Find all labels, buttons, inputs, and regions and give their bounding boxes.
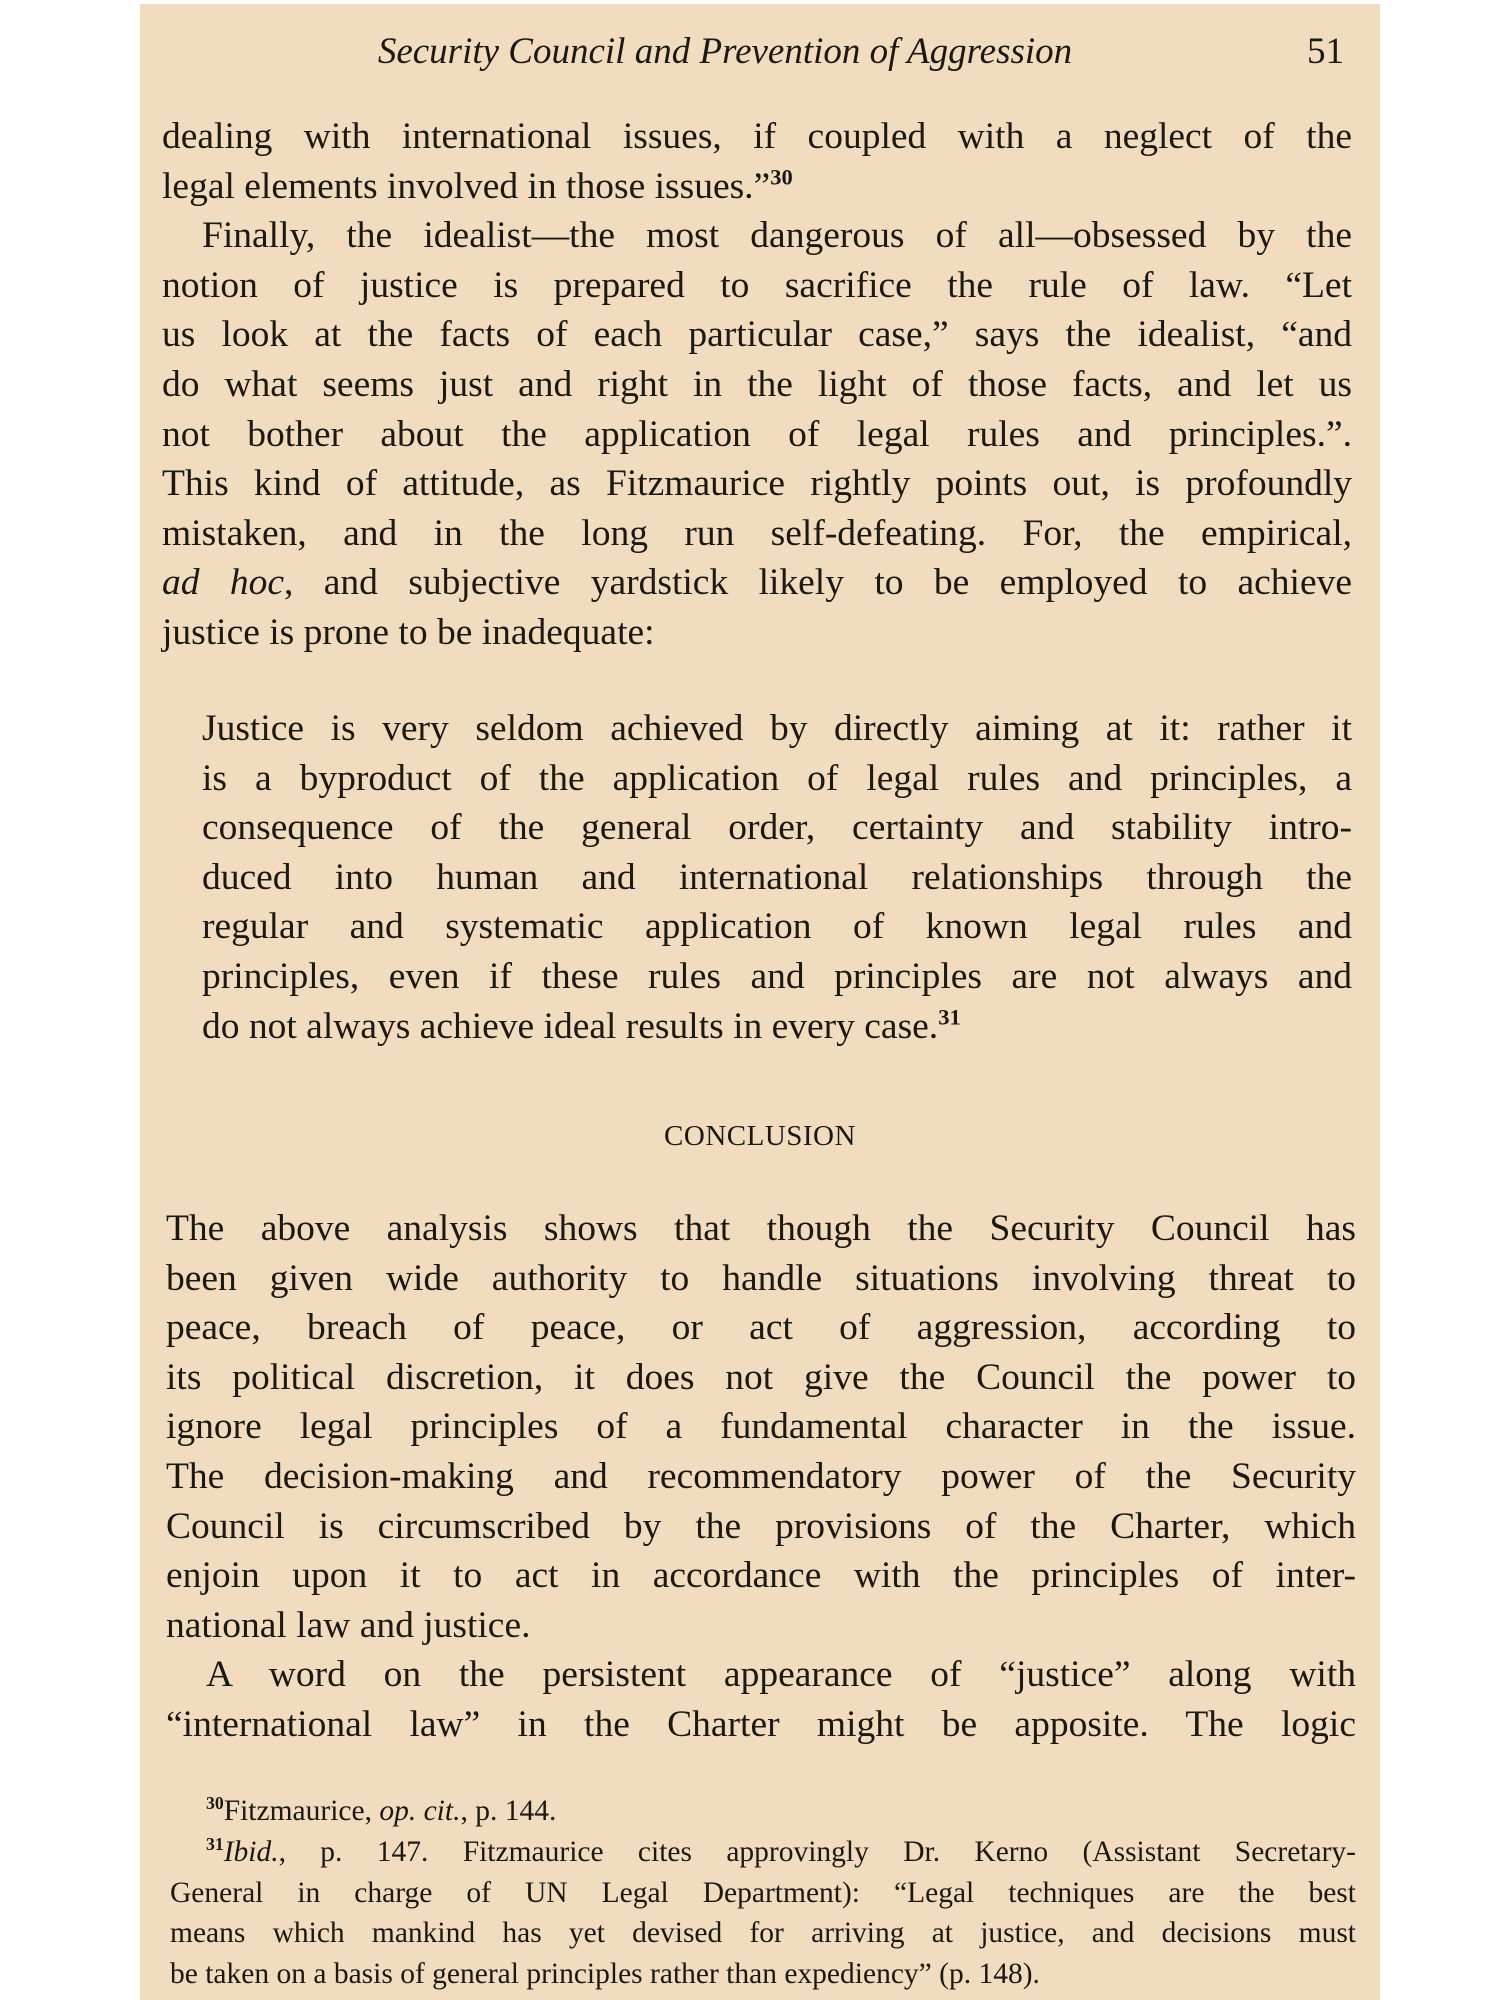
quote-line: Justice is very seldom achieved by directly aiming at it: rather it (202, 708, 1352, 749)
text-line: The above analysis shows that though the Security Council has (166, 1208, 1356, 1249)
text-line: mistaken, and in the long run self-defeating. For, the empirical, (162, 512, 1352, 554)
text-line: notion of justice is prepared to sacrifice the rule of law. “Let (162, 264, 1352, 306)
quote-line: consequence of the general order, certainty and stability intro- (202, 807, 1352, 849)
text-line: us look at the facts of each particular case,” says the idealist, “and (162, 314, 1352, 356)
conclusion-text (166, 1204, 1356, 1750)
book-page (140, 4, 1380, 2000)
footnote-30: $^{30}$Fitzmaurice, op. cit., p. 144. (206, 1793, 557, 1827)
text-line: not bother about the application of legal rules and principles.”. (162, 413, 1352, 455)
footnote-31: $^{31}$Ibid., p. 147. Fitzmaurice cites approvingly Dr. Kerno (Assistant Secretary- (206, 1833, 1356, 1868)
block-quote (202, 704, 1352, 1051)
text-line: justice is prone to be inadequate: (162, 611, 655, 653)
footnote-ref-30: 30 (770, 164, 793, 190)
running-title: Security Council and Prevention of Aggression (377, 31, 1073, 72)
quote-line: is a byproduct of the application of legal rules and principles, a (202, 757, 1352, 799)
text-line: ad hoc, and subjective yardstick likely to be employed to achieve (162, 562, 1352, 604)
footnote-line: means which mankind has yet devised for arriving at justice, and decisions must (170, 1917, 1356, 1950)
text-line: dealing with international issues, if coupled with a neglect of the (162, 116, 1352, 157)
text-line: The decision-making and recommendatory power of the Security (166, 1455, 1356, 1497)
section-heading: CONCLUSION (664, 1120, 856, 1152)
footnotes (170, 1791, 1356, 1995)
quote-line: principles, even if these rules and principles are not always and (202, 955, 1352, 997)
body-text (162, 112, 1352, 658)
text-line: do what seems just and right in the light of those facts, and let us (162, 363, 1352, 405)
text-line: legal elements involved in those issues.”$^{30}$ (162, 164, 793, 207)
text-line: enjoin upon it to act in accordance with the principles of inter- (166, 1555, 1356, 1597)
text-line: Finally, the idealist—the most dangerous of all—obsessed by the (202, 215, 1352, 257)
footnote-ref-31: 31 (938, 1004, 961, 1030)
text-line: This kind of attitude, as Fitzmaurice rightly points out, is profoundly (162, 463, 1352, 505)
text-line: national law and justice. (166, 1604, 531, 1646)
footnote-line: General in charge of UN Legal Department): “Legal techniques are the best (170, 1876, 1356, 1909)
footnote-line: be taken on a basis of general principles rather than expediency” (p. 148). (170, 1958, 1040, 1991)
quote-line: do not always achieve ideal results in every case.$^{31}$ (202, 1004, 961, 1047)
text-line: Council is circumscribed by the provisions of the Charter, which (166, 1505, 1356, 1547)
text-line: A word on the persistent appearance of “justice” along with (206, 1654, 1356, 1696)
quote-line: regular and systematic application of known legal rules and (202, 906, 1352, 948)
text-line: “international law” in the Charter might be apposite. The logic (166, 1703, 1356, 1745)
text-line: been given wide authority to handle situations involving threat to (166, 1257, 1356, 1299)
text-line: peace, breach of peace, or act of aggression, according to (166, 1307, 1356, 1349)
quote-line: duced into human and international relationships through the (202, 856, 1352, 898)
page-number: 51 (1307, 31, 1344, 72)
text-line: its political discretion, it does not give the Council the power to (166, 1356, 1356, 1398)
page-header (140, 30, 1380, 74)
text-line: ignore legal principles of a fundamental character in the issue. (166, 1406, 1356, 1448)
